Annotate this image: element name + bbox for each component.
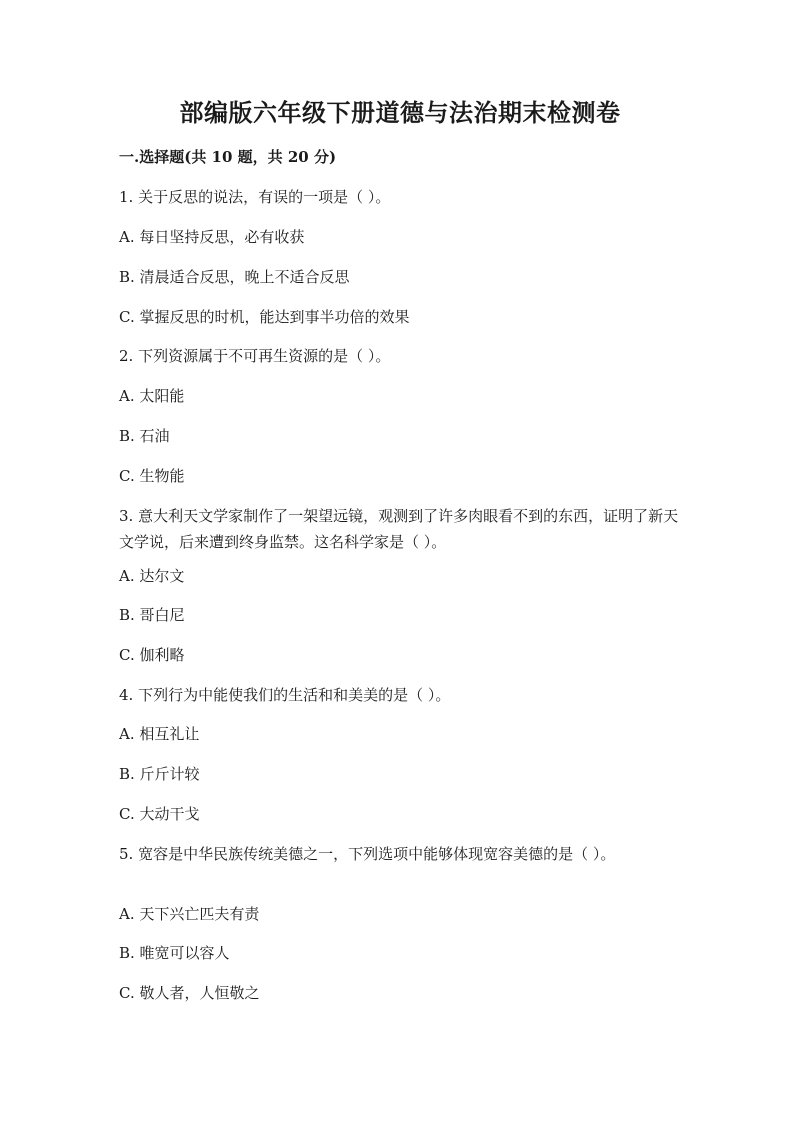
question-option: C. 掌握反思的时机，能达到事半功倍的效果 [119, 308, 410, 326]
question-option: B. 哥白尼 [119, 606, 185, 624]
question-option: A. 每日坚持反思，必有收获 [119, 228, 305, 246]
question-option: C. 敬人者，人恒敬之 [119, 984, 260, 1002]
question-stem: 2. 下列资源属于不可再生资源的是（ ）。 [119, 347, 391, 365]
question-option: B. 石油 [119, 427, 170, 445]
page-title: 部编版六年级下册道德与法治期末检测卷 [179, 98, 621, 127]
question-option: B. 斤斤计较 [119, 765, 200, 783]
question-stem: 1. 关于反思的说法，有误的一项是（ ）。 [119, 188, 391, 206]
question-stem: 3. 意大利天文学家制作了一架望远镜，观测到了许多肉眼看不到的东西，证明了新天文学说，后来遭到终身监禁。这名科学家是（ ）。 [119, 507, 679, 551]
question-option: A. 太阳能 [119, 387, 185, 405]
question-stem: 5. 宽容是中华民族传统美德之一，下列选项中能够体现宽容美德的是（ ）。 [119, 845, 616, 863]
question-option: A. 相互礼让 [119, 725, 200, 743]
question-option: C. 大动干戈 [119, 805, 200, 823]
question-option: B. 唯宽可以容人 [119, 944, 230, 962]
question-option: C. 伽利略 [119, 646, 185, 664]
question-option: B. 清晨适合反思，晚上不适合反思 [119, 268, 350, 286]
question-option: A. 达尔文 [119, 567, 185, 585]
question-option: A. 天下兴亡匹夫有责 [119, 905, 260, 923]
section-heading: 一.选择题(共 10 题，共 20 分) [119, 148, 337, 166]
question-stem: 4. 下列行为中能使我们的生活和和美美的是（ ）。 [119, 686, 451, 704]
question-option: C. 生物能 [119, 467, 185, 485]
